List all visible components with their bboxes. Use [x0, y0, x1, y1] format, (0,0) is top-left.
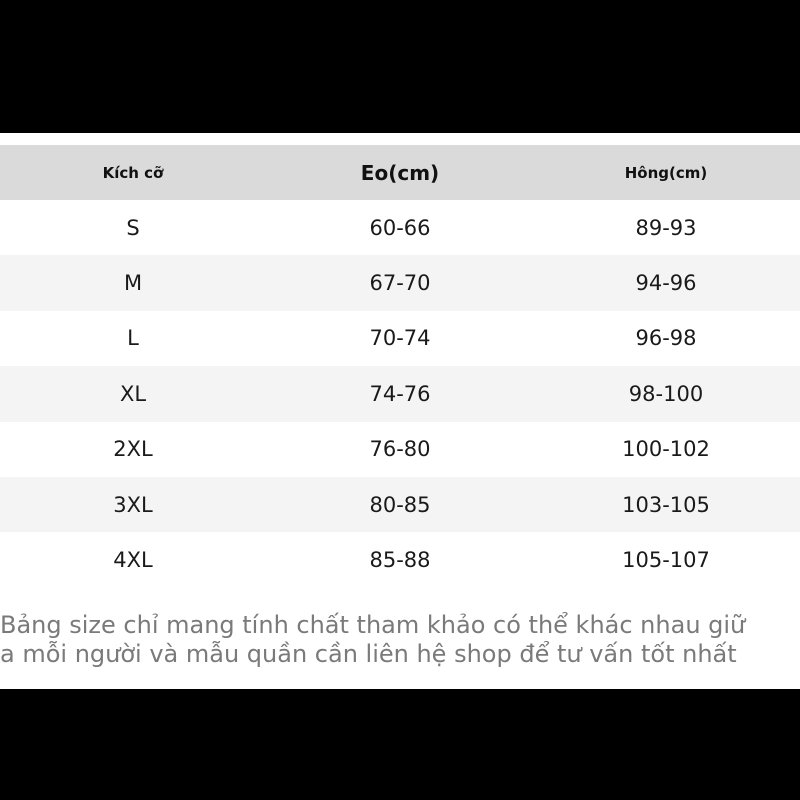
hip-cell: 103-105: [622, 492, 710, 517]
size-disclaimer-note: [0, 611, 800, 669]
column-header-waist: Eo(cm): [360, 160, 440, 185]
table-row: [0, 366, 800, 421]
table-row: [0, 200, 800, 255]
size-cell: 4XL: [113, 548, 153, 573]
size-cell: S: [126, 215, 140, 240]
size-chart-sheet: [0, 133, 800, 689]
size-cell: 3XL: [113, 492, 153, 517]
size-cell: M: [123, 271, 143, 296]
hip-cell: 105-107: [622, 548, 710, 573]
table-row: [0, 532, 800, 587]
waist-cell: 76-80: [369, 437, 431, 462]
table-body: [0, 200, 800, 588]
hip-cell: 96-98: [635, 326, 697, 351]
hip-cell: 100-102: [622, 437, 710, 462]
waist-cell: 70-74: [369, 326, 431, 351]
note-line-2: a mỗi người và mẫu quần cần liên hệ shop để tư vấn tốt nhất: [0, 640, 737, 668]
hip-cell: 98-100: [628, 381, 704, 406]
table-header-row: [0, 145, 800, 200]
waist-cell: 85-88: [369, 548, 431, 573]
waist-cell: 74-76: [369, 381, 431, 406]
waist-cell: 60-66: [369, 215, 431, 240]
size-cell: L: [127, 326, 139, 351]
table-row: [0, 311, 800, 366]
waist-cell: 67-70: [369, 271, 431, 296]
hip-cell: 89-93: [635, 215, 697, 240]
column-header-size: Kích cỡ: [102, 163, 164, 182]
hip-cell: 94-96: [635, 271, 697, 296]
size-cell: XL: [119, 381, 147, 406]
table-row: [0, 477, 800, 532]
waist-cell: 80-85: [369, 492, 431, 517]
table-row: [0, 422, 800, 477]
note-line-1: Bảng size chỉ mang tính chất tham khảo có thể khác nhau giữ: [0, 611, 746, 639]
table-row: [0, 255, 800, 310]
size-cell: 2XL: [113, 437, 153, 462]
column-header-hip: Hông(cm): [624, 163, 708, 182]
